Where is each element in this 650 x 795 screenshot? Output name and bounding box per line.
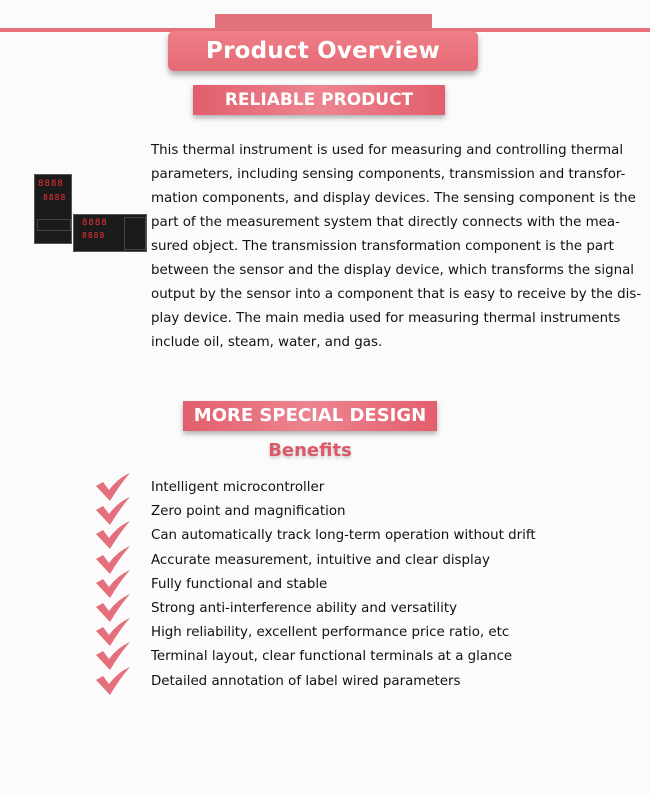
list-item: Detailed annotation of label wired parameters — [151, 673, 461, 689]
list-item: Zero point and magnification — [151, 504, 346, 520]
product-description — [151, 139, 642, 355]
description-line: play device. The main media used for measuring thermal instruments — [151, 311, 621, 326]
benefits-heading: Benefits — [268, 440, 352, 461]
description-line: output by the sensor into a component that is easy to receive by the dis- — [151, 287, 642, 302]
page-title: Product Overview — [168, 31, 478, 71]
list-item: Fully functional and stable — [151, 576, 328, 592]
description-line: between the sensor and the display device, which transforms the signal — [151, 263, 634, 278]
benefits-list — [151, 476, 536, 694]
description-line: part of the measurement system that directly connects with the mea- — [151, 215, 620, 230]
checkmark-column — [94, 472, 132, 690]
description-line: include oil, steam, water, and gas. — [151, 335, 383, 350]
section-banner-reliable: RELIABLE PRODUCT — [193, 85, 445, 115]
description-line: mation components, and display devices. The sensing component is the — [151, 191, 636, 206]
list-item: Accurate measurement, intuitive and clear display — [151, 552, 490, 568]
list-item: Terminal layout, clear functional terminals at a glance — [151, 649, 513, 665]
list-item: Intelligent microcontroller — [151, 480, 325, 495]
list-item: High reliability, excellent performance price ratio, etc — [151, 625, 510, 641]
description-line: This thermal instrument is used for measuring and controlling thermal — [151, 143, 624, 158]
list-item: Strong anti-interference ability and versatility — [151, 600, 458, 616]
description-line: parameters, including sensing components, transmission and transfor- — [151, 167, 626, 182]
list-item: Can automatically track long-term operation without drift — [151, 528, 536, 544]
checkmark-icon — [94, 666, 132, 696]
description-line: sured object. The transmission transformation component is the part — [151, 239, 614, 254]
section-banner-special-design: MORE SPECIAL DESIGN — [183, 401, 437, 431]
